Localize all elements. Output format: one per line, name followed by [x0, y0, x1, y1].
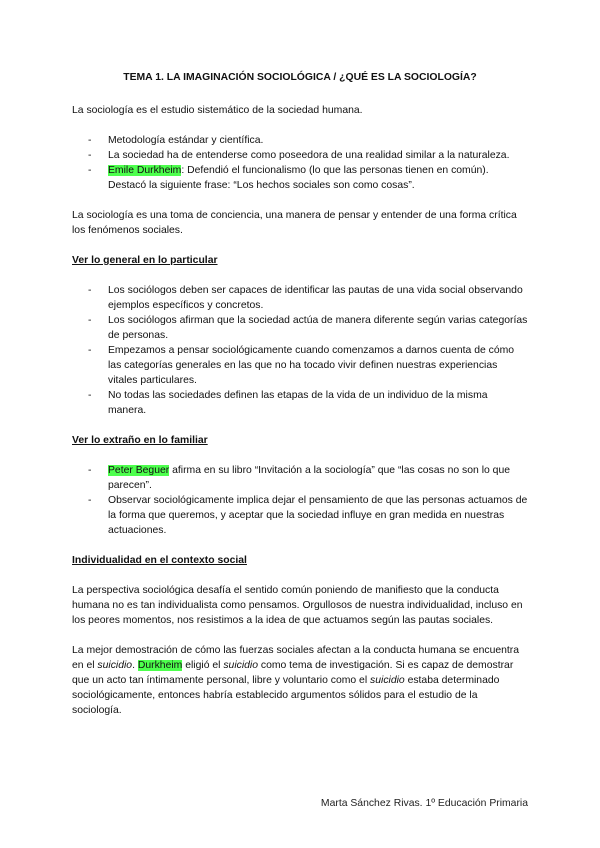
section1-list: [72, 283, 528, 418]
text-run: La mejor demostración de cómo las fuerzas sociales afectan a la conducta humana se encuentra en el: [72, 645, 520, 671]
paragraph: La perspectiva sociológica desafía el sentido común poniendo de manifiesto que la conducta humana no es tan individualista como pensamos. Orgullosos de nuestra individualidad, incluso en los peores momentos, nos resistimos a la idea de que actuamos según las pautas sociales.: [72, 585, 523, 626]
dash-bullet: -: [88, 345, 92, 356]
list-item-text: Empezamos a pensar sociológicamente cuando comenzamos a darnos cuenta de cómo las categorías generales en las que no ha tocado vivir definen nuestras experiencias vitales particulares.: [108, 345, 515, 386]
list-item-text: Metodología estándar y científica.: [108, 135, 264, 146]
paragraph: La sociología es una toma de conciencia, una manera de pensar y entender de una forma crítica los fenómenos sociales.: [72, 210, 517, 236]
highlighted-name: Emile Durkheim: [108, 165, 182, 176]
list-item-text: afirma en su libro “Invitación a la sociología” que “las cosas no son lo que parecen”.: [108, 465, 510, 491]
list-item: [72, 313, 528, 343]
paragraph: [72, 643, 528, 718]
page-footer: Marta Sánchez Rivas. 1º Educación Primaria: [320, 798, 528, 809]
text-run: eligió el: [182, 660, 224, 671]
italic-term: suicidio: [97, 660, 133, 671]
italic-term: suicidio: [223, 660, 258, 671]
list-item: [72, 283, 528, 313]
dash-bullet: -: [88, 390, 92, 401]
document-title: TEMA 1. LA IMAGINACIÓN SOCIOLÓGICA / ¿QUÉ ES LA SOCIOLOGÍA?: [123, 72, 477, 83]
list-item-text: Observar sociológicamente implica dejar el pensamiento de que las personas actuamos de la forma que queremos, y aceptar que la sociedad influye en gran medida en nuestras actuaciones.: [108, 495, 528, 536]
italic-term: suicidio: [370, 675, 405, 686]
list-item-text: Los sociólogos afirman que la sociedad actúa de manera diferente según varias categorías de personas.: [108, 315, 528, 341]
text-run: .: [132, 660, 138, 671]
highlighted-name: Peter Beguer: [108, 465, 170, 476]
dash-bullet: -: [88, 495, 92, 506]
list-item: [72, 163, 528, 193]
list-item: [72, 493, 528, 538]
dash-bullet: -: [88, 285, 92, 296]
dash-bullet: -: [88, 165, 92, 176]
text-run: estaba determinado sociológicamente, entonces habría establecido argumentos sólidos para el estudio de la sociología.: [72, 675, 500, 716]
list-item-text: : Defendió el funcionalismo (lo que las personas tienen en común). Destacó la siguiente frase: “Los hechos sociales son como cosas”.: [108, 165, 489, 191]
list-item: [72, 463, 528, 493]
list-item: [72, 388, 528, 418]
intro-paragraph: La sociología es el estudio sistemático de la sociedad humana.: [72, 105, 363, 116]
dash-bullet: -: [88, 135, 92, 146]
section-heading: Ver lo extraño en lo familiar: [72, 435, 208, 446]
section2-list: [72, 463, 528, 538]
dash-bullet: -: [88, 465, 92, 476]
list-item: [72, 343, 528, 388]
list-item-text: No todas las sociedades definen las etapas de la vida de un individuo de la misma manera.: [108, 390, 488, 416]
document-page: [72, 70, 528, 733]
list-item-text: Los sociólogos deben ser capaces de identificar las pautas de una vida social observando ejemplos específicos y concretos.: [108, 285, 523, 311]
highlighted-name: Durkheim: [137, 660, 183, 671]
list-item: [72, 148, 528, 163]
intro-list: [72, 133, 528, 193]
section-heading: Ver lo general en lo particular: [72, 255, 218, 266]
text-run: como tema de investigación. Si es capaz de demostrar que un acto tan íntimamente personal, libre y voluntario como el: [72, 660, 514, 686]
dash-bullet: -: [88, 315, 92, 326]
dash-bullet: -: [88, 150, 92, 161]
section-heading: Individualidad en el contexto social: [72, 555, 247, 566]
list-item-text: La sociedad ha de entenderse como poseedora de una realidad similar a la naturaleza.: [108, 150, 510, 161]
list-item: [72, 133, 528, 148]
